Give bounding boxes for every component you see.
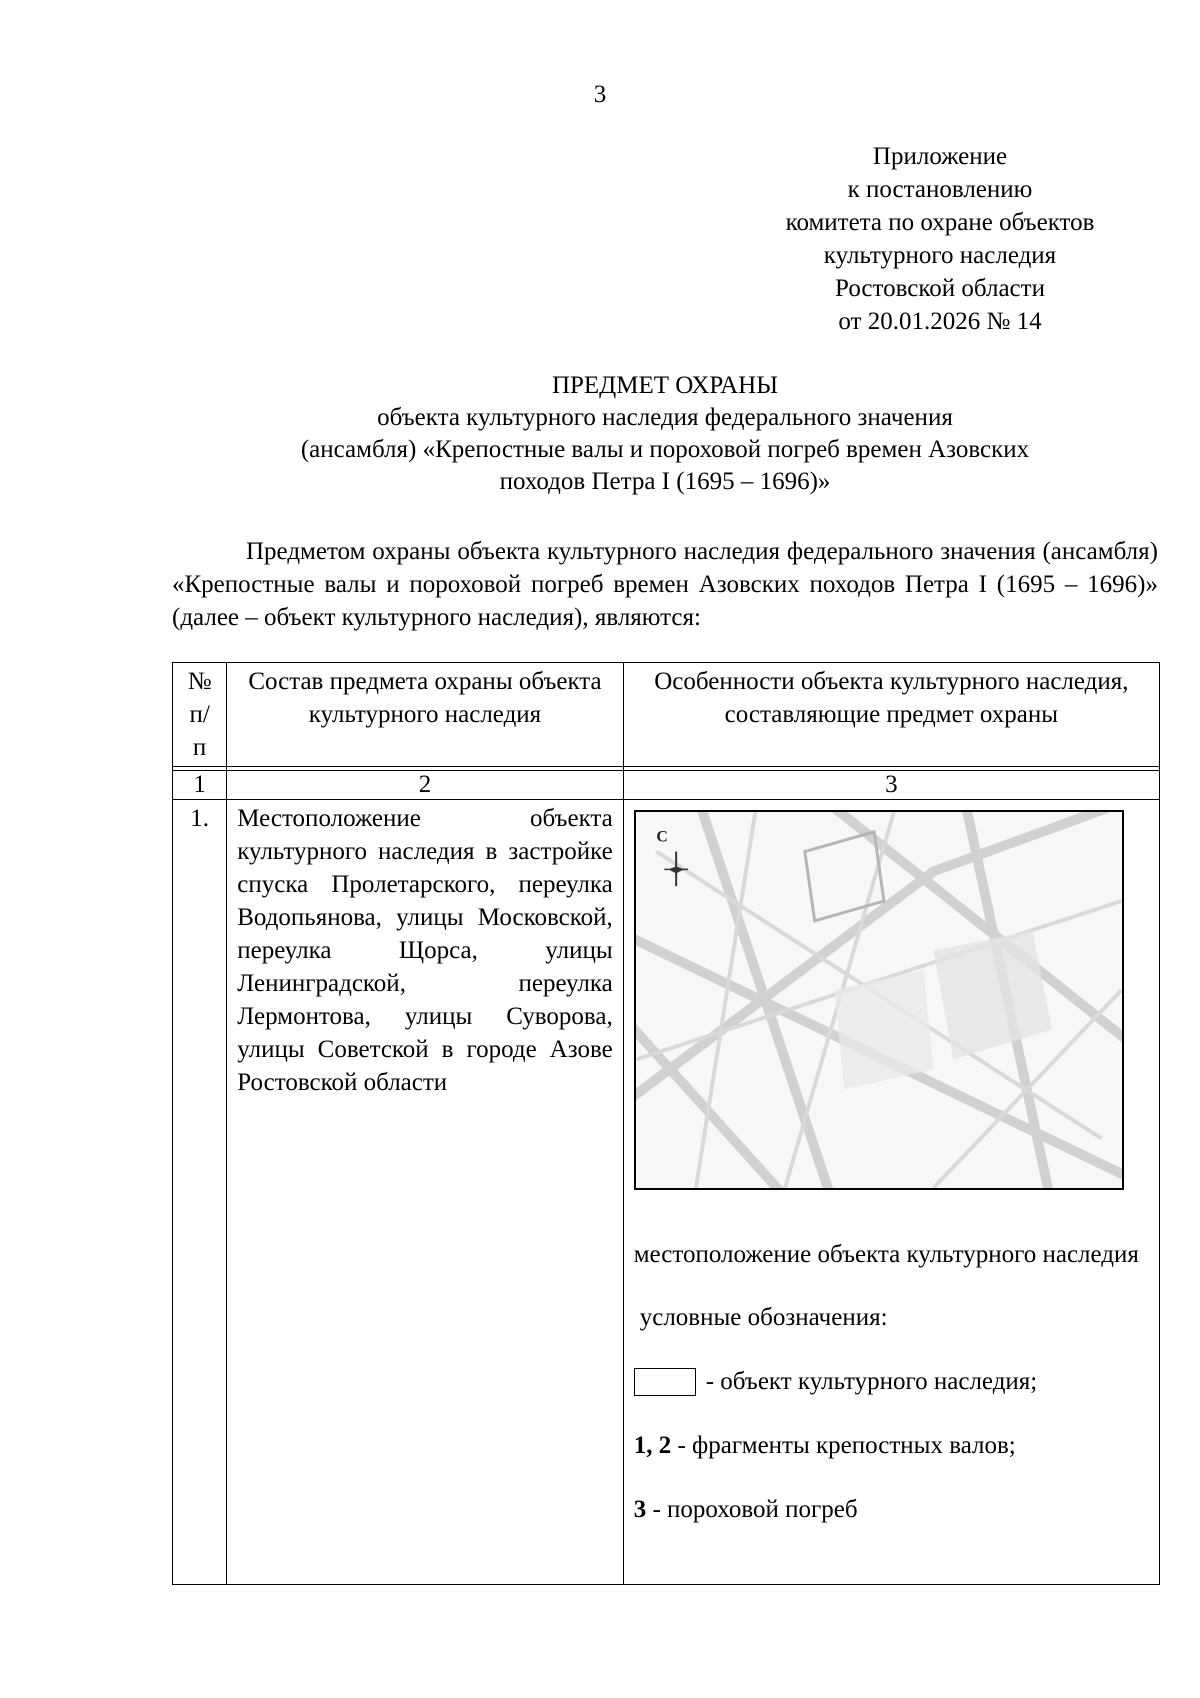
appendix-line: Ростовской области [835,275,1045,302]
protection-subject-table [172,662,1160,1585]
table-header-row [173,663,1160,767]
legend-item-powder-cellar [634,1493,1149,1526]
title-heading: ПРЕДМЕТ ОХРАНЫ [551,372,779,399]
header-composition: Состав предмета охраны объекта культурного наследия [227,663,623,767]
legend-text: - объект культурного наследия; [705,1368,1038,1395]
title-line: походов Петра I (1695 – 1696)» [499,468,831,495]
legend-item-heritage-object [634,1365,1149,1398]
row-composition: Местоположение объекта культурного наследия в застройке спуска Пролетарского, переулка Водопьянова, улицы Московской, переулка Щорса, улицы Ленинградской, переулка Лермонтова, улицы Суворова, улицы Советской в городе Азове Ростовской области [227,800,623,1585]
appendix-line: от 20.01.2026 № 14 [838,308,1042,335]
north-label: С [656,828,668,846]
legend-key: 1, 2 [633,1432,672,1459]
appendix-line: Приложение [872,143,1008,170]
column-number: 1 [173,771,227,800]
legend-key: 3 [633,1496,647,1523]
document-title [172,370,1158,498]
row-features [623,800,1159,1585]
header-features: Особенности объекта культурного наследия, составляющие предмет охраны [623,663,1159,767]
title-line: (ансамбля) «Крепостные валы и пороховой погреб времен Азовских [300,436,1030,463]
appendix-line: к постановлению [847,176,1033,203]
appendix-line: культурного наследия [823,242,1057,269]
table-row [173,800,1160,1585]
column-number: 3 [623,771,1159,800]
page-number: 3 [593,81,607,108]
appendix-block [720,140,1160,338]
legend-outline-box-icon [634,1368,696,1396]
location-map-drawing [636,812,1122,1188]
legend-item-rampart-fragments [634,1429,1149,1462]
appendix-line: комитета по охране объектов [785,209,1095,236]
title-line: объекта культурного наследия федерального значения [377,404,953,431]
legend-text: - фрагменты крепостных валов; [671,1432,1016,1459]
column-number-row [173,771,1160,800]
map-caption: местоположение объекта культурного наследия [633,1241,1139,1268]
column-number: 2 [227,771,623,800]
intro-paragraph: Предметом охраны объекта культурного наследия федерального значения (ансамбля) «Крепостные валы и пороховой погреб времен Азовских походов Петра I (1695 – 1696)» (далее – объект культурного наследия), являются: [172,538,1158,631]
header-number: № п/п [173,663,227,767]
row-number: 1. [173,800,227,1585]
legend-title: условные обозначения: [639,1304,888,1331]
legend-text: - пороховой погреб [646,1496,858,1523]
location-map [634,810,1124,1190]
